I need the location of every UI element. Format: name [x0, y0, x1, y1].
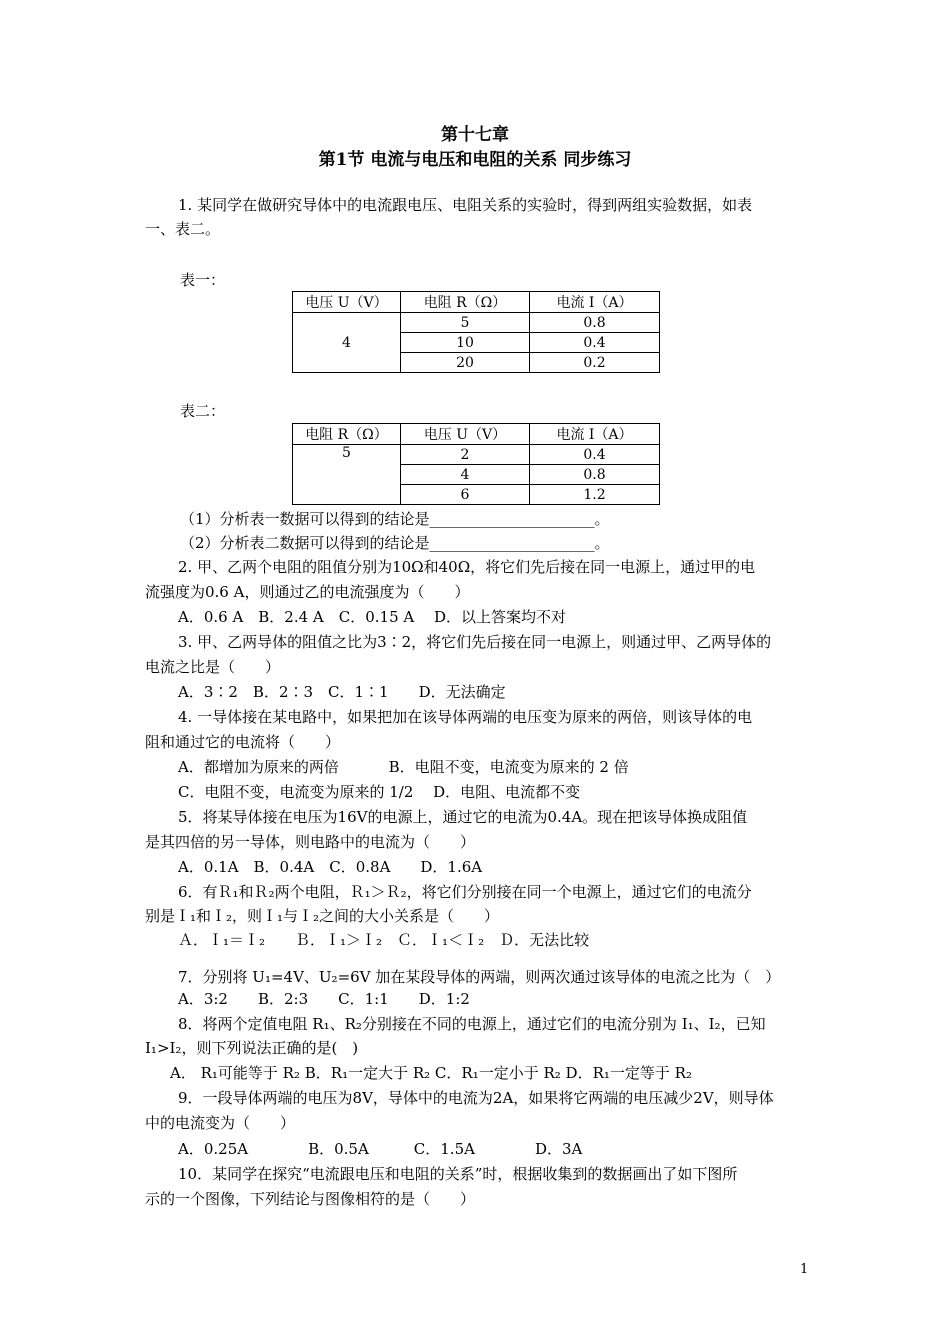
table1-cell: 10: [401, 333, 530, 353]
q10-line1: 10．某同学在探究“电流跟电压和电阻的关系”时，根据收集到的数据画出了如下图所: [178, 1165, 738, 1183]
q9-line1: 9．一段导体两端的电压为8V，导体中的电流为2A，如果将它两端的电压减少2V，则导体: [178, 1089, 774, 1107]
table2-cell: 1.2: [530, 485, 660, 505]
table2-cell: 2: [401, 445, 530, 465]
table1-header-cell: 电压 U（V）: [293, 292, 401, 313]
table1-cell: 5: [401, 313, 530, 333]
page-number: 1: [800, 1262, 809, 1277]
table2-cell: 4: [401, 465, 530, 485]
table2-header-cell: 电压 U（V）: [401, 424, 530, 445]
q8-options: A． R₁可能等于 R₂ B．R₁一定大于 R₂ C．R₁一定小于 R₂ D．R₁一定等于 R₂: [170, 1064, 692, 1082]
table2-cell: 0.8: [530, 465, 660, 485]
q8-line1: 8．将两个定值电阻 R₁、R₂分别接在不同的电源上，通过它们的电流分别为 I₁、I₂，已知: [178, 1015, 766, 1033]
q5-options: A．0.1A B．0.4A C．0.8A D．1.6A: [178, 858, 483, 876]
table1-cell: 0.8: [530, 313, 660, 333]
q7-line1: 7．分别将 U₁=4V、U₂=6V 加在某段导体的两端，则两次通过该导体的电流之比为（ ）: [178, 968, 781, 986]
table2-shared-cell: 5: [293, 445, 401, 505]
q4-line2: 阻和通过它的电流将（ ）: [145, 733, 341, 751]
table1-cell: 0.2: [530, 353, 660, 373]
table2: [292, 423, 660, 505]
q5-line2: 是其四倍的另一导体，则电路中的电流为（ ）: [145, 833, 476, 851]
q3-line2: 电流之比是（ ）: [145, 658, 281, 676]
q4-line1: 4. 一导体接在某电路中，如果把加在该导体两端的电压变为原来的两倍，则该导体的电: [178, 708, 753, 726]
table1-header-cell: 电流 I（A）: [530, 292, 660, 313]
table2-label: 表二：: [180, 402, 226, 420]
q1-sub1: （1）分析表一数据可以得到的结论是______________________。: [180, 510, 610, 528]
table2-header-cell: 电流 I（A）: [530, 424, 660, 445]
table1-header-cell: 电阻 R（Ω）: [401, 292, 530, 313]
q3-line1: 3. 甲、乙两导体的阻值之比为3∶2，将它们先后接在同一电源上，则通过甲、乙两导体的: [178, 633, 772, 651]
q4-options-ab: A．都增加为原来的两倍 B．电阻不变，电流变为原来的 2 倍: [178, 758, 629, 776]
section-title: 第1节 电流与电压和电阻的关系 同步练习: [318, 150, 632, 170]
q4-options-cd: C．电阻不变，电流变为原来的 1/2 D．电阻、电流都不变: [178, 783, 581, 801]
q8-line2: I₁>I₂，则下列说法正确的是( ): [145, 1039, 359, 1057]
q2-options: A．0.6 A B．2.4 A C．0.15 A D．以上答案均不对: [178, 608, 567, 626]
table2-cell: 6: [401, 485, 530, 505]
table2-cell: 0.4: [530, 445, 660, 465]
chapter-title: 第十七章: [441, 125, 509, 145]
q6-options: Ａ．Ｉ₁＝Ｉ₂ Ｂ．Ｉ₁＞Ｉ₂ Ｃ．Ｉ₁＜Ｉ₂ Ｄ．无法比较: [178, 931, 590, 949]
q2-line1: 2. 甲、乙两个电阻的阻值分别为10Ω和40Ω，将它们先后接在同一电源上，通过甲的电: [178, 558, 756, 576]
q2-line2: 流强度为0.6 A，则通过乙的电流强度为（ ）: [145, 583, 470, 601]
q10-line2: 示的一个图像，下列结论与图像相符的是（ ）: [145, 1190, 476, 1208]
q9-line2: 中的电流变为（ ）: [145, 1114, 296, 1132]
q1-line1: 1. 某同学在做研究导体中的电流跟电压、电阻关系的实验时，得到两组实验数据，如表: [178, 196, 753, 214]
table1-shared-cell: 4: [293, 313, 401, 373]
q9-options: A．0.25A B．0.5A C．1.5A D．3A: [178, 1140, 583, 1158]
q6-line2: 别是Ｉ₁和Ｉ₂，则Ｉ₁与Ｉ₂之间的大小关系是（ ）: [145, 907, 500, 925]
q1-line2: 一、表二。: [145, 220, 221, 238]
table1-cell: 20: [401, 353, 530, 373]
q3-options: A．3∶2 B．2∶3 C．1∶1 D．无法确定: [178, 683, 506, 701]
table1-cell: 0.4: [530, 333, 660, 353]
q5-line1: 5．将某导体接在电压为16V的电源上，通过它的电流为0.4A。现在把该导体换成阻值: [178, 808, 748, 826]
q1-sub2: （2）分析表二数据可以得到的结论是______________________。: [180, 534, 610, 552]
table1: [292, 291, 660, 373]
table2-header-cell: 电阻 R（Ω）: [293, 424, 401, 445]
q6-line1: 6．有Ｒ₁和Ｒ₂两个电阻，Ｒ₁＞Ｒ₂，将它们分别接在同一个电源上，通过它们的电流分: [178, 883, 752, 901]
q7-options: A．3:2 B．2:3 C．1:1 D．1:2: [178, 990, 470, 1008]
table1-label: 表一：: [180, 271, 226, 289]
